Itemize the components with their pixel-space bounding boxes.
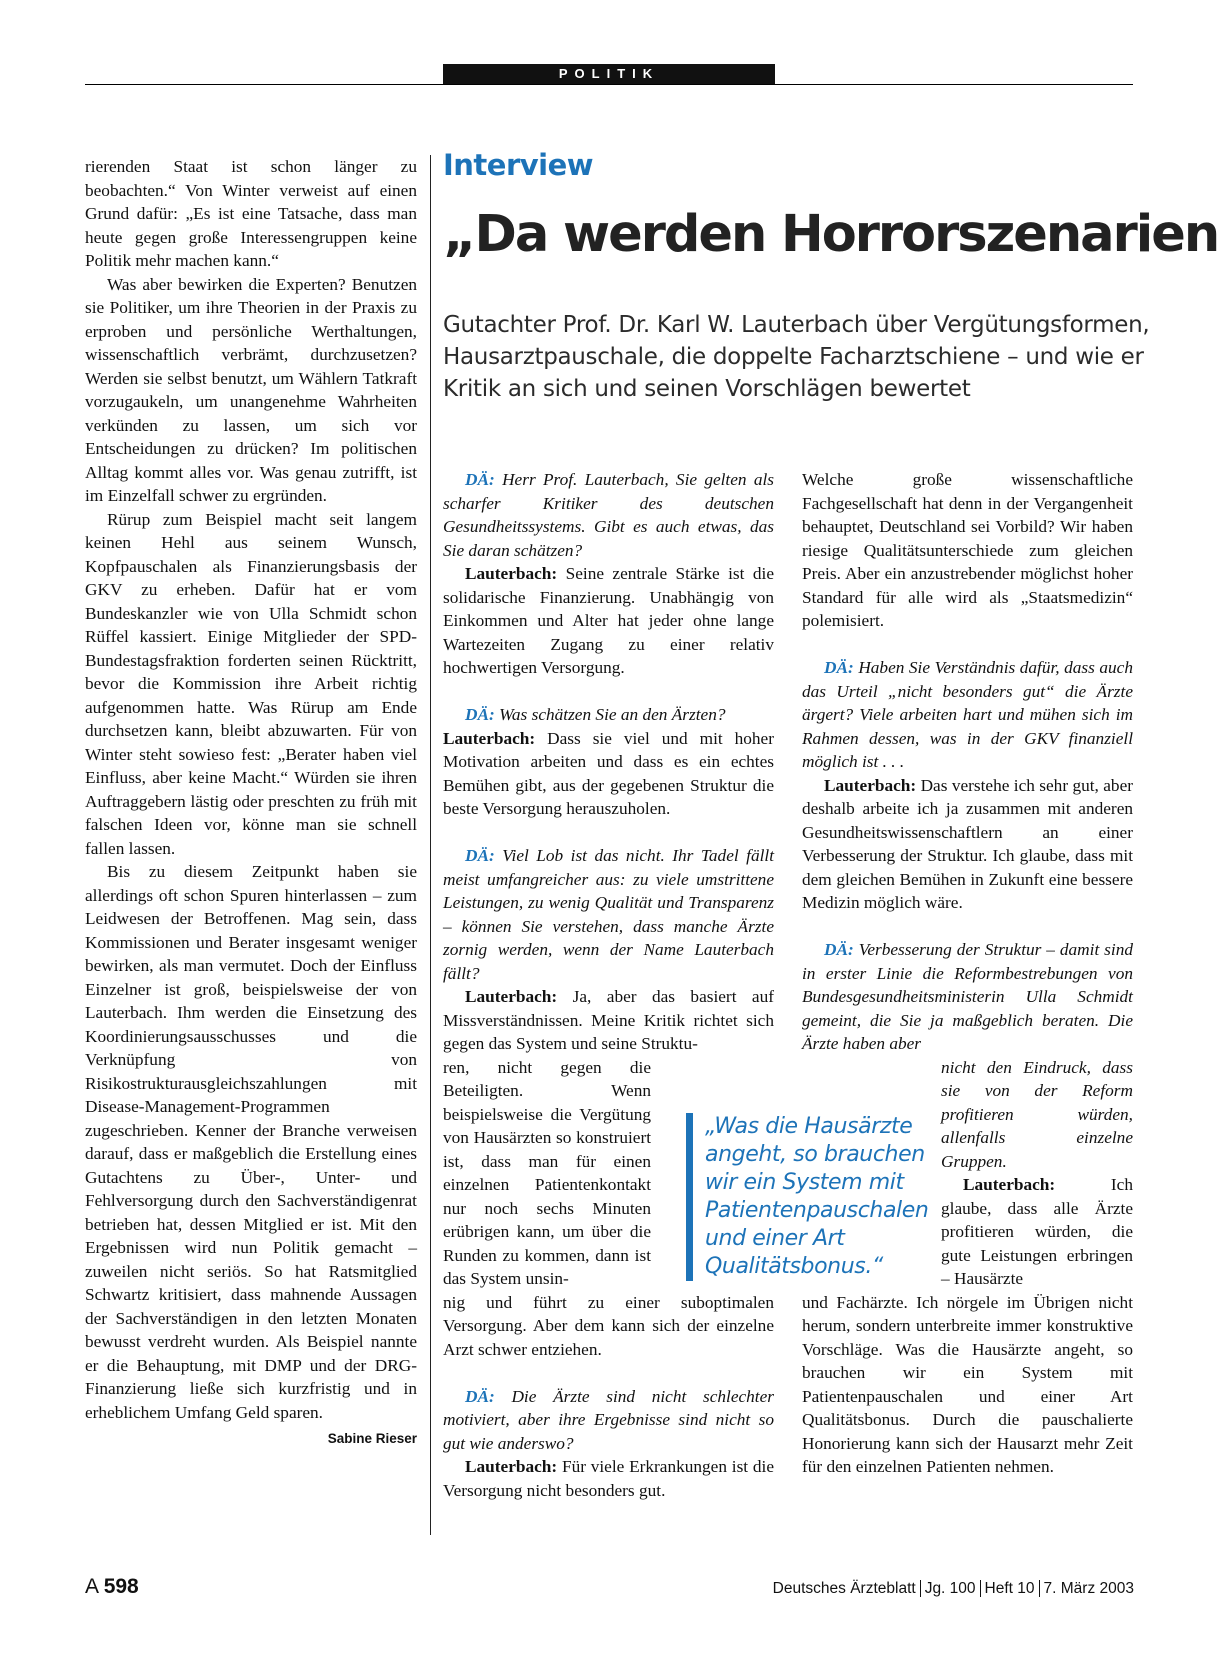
interview-question xyxy=(443,468,774,562)
question-text: Was schätzen Sie an den Ärzten? xyxy=(499,705,726,724)
interview-answer xyxy=(443,985,774,1056)
answer-text: Dass sie viel und mit hoher Motivation arbeiten und dass es ein echtes Bemühen gibt, aus der gegebenen Struktur die beste Versorgung herauszuholen. xyxy=(443,728,774,818)
interview-question xyxy=(443,844,774,985)
answer-text: Für viele Erkrankungen ist die Versorgung nicht besonders gut. xyxy=(443,1457,774,1500)
paragraph: Was aber bewirken die Experten? Benutzen sie Politiker, um ihre Theorien in der Praxis zu erproben und persönliche Werthaltungen, wissenschaftlich verbrämt, durchzusetzen? Werden sie selbst benutzt, um Wählern Tatkraft vorzugaukeln, um unangenehme Wahrheiten verkünden zu lassen, um sich vor Entscheidungen zu drücken? Im politischen Alltag kommt alles vor. Was genau zutrifft, ist im Einzelfall schwer zu ergründen. xyxy=(85,274,417,505)
interview-answer-cont: nig und führt zu einer suboptimalen Versorgung. Aber dem kann sich der einzelne Arzt schwer entziehen. xyxy=(443,1292,774,1359)
article-headline: „Da werden Horrorszenarien xyxy=(443,205,1219,264)
author-signature: Sabine Rieser xyxy=(327,1431,417,1446)
paragraph: Rürup zum Beispiel macht seit langem keinen Hehl aus seinem Wunsch, Kopfpauschalen als Finanzierungsbasis der GKV zu erheben. Dafür hat er vom Bundeskanzler wie von Ulla Schmidt schon Rüffel kassiert. Einige Mitglieder der SPD-Bundestagsfraktion forderten seinen Rücktritt, bevor die Kommission ihre Arbeit richtig aufgenommen hatte. Was Rürup am Ende durchsetzen kann, bleibt abzuwarten. Für von Winter steht sowieso fest: „Berater haben viel Einfluss, aber keine Macht.“ Würden sie ihren Auftraggebern lästig oder preschten zu früh mit falschen Ideen vor, könne man sie schnell fallen lassen. xyxy=(85,509,417,858)
interview-question xyxy=(443,1385,774,1456)
da-label: DÄ: xyxy=(465,470,495,489)
question-text: Herr Prof. Lauterbach, Sie gelten als scharfer Kritiker des deutschen Gesundheitssystems. Gibt es auch etwas, das Sie daran schätzen? xyxy=(443,470,775,560)
question-text: Haben Sie Verständnis dafür, dass auch das Urteil „nicht besonders gut“ die Ärzte ärgert? Viele arbeiten hart und mühen sich im Rahmen dessen, was in der GKV finanziell möglich ist . . . xyxy=(802,658,1133,771)
question-text: Verbesserung der Struktur – damit sind in erster Linie die Reformbestrebungen von Bundesgesundheitsministerin Ulla Schmidt gemeint, die Sie ja maßgeblich beraten. Die Ärzte haben aber xyxy=(802,940,1133,1053)
da-label: DÄ: xyxy=(465,1386,495,1406)
interview-answer-cont: und Fachärzte. Ich nörgele im Übrigen nicht herum, sondern unterbreite immer konstruktive Vorschläge. Was die Hausärzte angeht, so brauchen wir ein System mit Patientenpauschalen und einer Art Qualitätsbonus. Durch die pauschalierte Honorierung kann sich der Hausarzt mehr Zeit für den einzelnen Patienten nehmen. xyxy=(802,1292,1133,1476)
previous-article-column xyxy=(85,155,417,1451)
speaker-label: Lauterbach: xyxy=(824,775,917,795)
journal-info xyxy=(773,1580,1134,1598)
journal-name: Deutsches Ärzteblatt xyxy=(772,1580,916,1597)
question-text: Viel Lob ist das nicht. Ihr Tadel fällt meist umfangreicher aus: zu viele umstrittene Leistungen, zu wenig Qualität und Transparenz – können Sie verstehen, dass manche Ärzte zornig werden, wenn der Name Lauterbach fällt? xyxy=(443,846,774,983)
interview-answer-cont: Welche große wissenschaftliche Fachgesellschaft hat denn in der Vergangenheit behauptet, Deutschland sei Vorbild? Wir haben riesige Qualitätsunterschiede zum gleichen Preis. Aber ein anzustrebender möglichst hoher Standard für alle wird als „Staatsmedizin“ polemisiert. xyxy=(802,470,1133,630)
header-rule xyxy=(85,84,1133,85)
section-rubric: POLITIK xyxy=(443,64,775,84)
answer-text: Seine zentrale Stärke ist die solidarische Finanzierung. Unabhängig von Einkommen und Alter hat jeder ohne lange Wartezeiten Zugang zu einer relativ hochwertigen Versorgung. xyxy=(443,564,774,677)
da-label: DÄ: xyxy=(465,846,495,865)
interview-answer xyxy=(802,774,1133,915)
article-subhead: Gutachter Prof. Dr. Karl W. Lauterbach über Vergütungsformen, Hausarztpauschale, die doppelte Facharztschiene – und wie er Kritik an sich und seinen Vorschlägen bewertet xyxy=(443,312,1150,402)
paragraph: rierenden Staat ist schon länger zu beobachten.“ Von Winter verweist auf einen Grund dafür: „Es ist eine Tatsache, dass man heute gegen große Interessengruppen keine Politik mehr machen kann.“ xyxy=(85,157,417,270)
interview-column-3 xyxy=(802,468,1133,1479)
interview-answer xyxy=(443,727,774,821)
interview-column-2 xyxy=(443,468,774,1502)
da-label: DÄ: xyxy=(824,658,854,677)
interview-answer xyxy=(443,562,774,680)
column-divider xyxy=(430,155,431,1535)
speaker-label: Lauterbach: xyxy=(465,564,558,583)
speaker-label: Lauterbach: xyxy=(465,1457,558,1476)
interview-answer xyxy=(443,1455,774,1502)
interview-answer-narrow: ren, nicht gegen die Beteiligten. Wenn beispielsweise die Vergütung von Hausärzten so konstruiert ist, dass man für einen einzelnen Patientenkontakt nur noch sechs Minuten erübrigen kann, um über die Runden zu kommen, dann ist das System unsin- xyxy=(443,1057,651,1288)
speaker-label: Lauterbach: xyxy=(443,728,536,748)
paragraph xyxy=(85,860,417,1446)
interview-answer-narrow xyxy=(941,1173,1133,1291)
journal-issue: Heft 10 xyxy=(984,1580,1035,1597)
page-number xyxy=(85,1575,139,1599)
speaker-label: Lauterbach: xyxy=(465,987,558,1006)
interview-question-narrow: nicht den Eindruck, dass sie von der Reform profitieren würden, allenfalls einzelne Gruppen. xyxy=(941,1057,1133,1171)
answer-text: Ich glaube, dass alle Ärzte profitieren würden, die gute Leistungen erbringen – Hausärzte xyxy=(941,1175,1133,1288)
paragraph-text: Bis zu diesem Zeitpunkt haben sie allerdings oft schon Spuren hinterlassen – zum Leidwesen der Betroffenen. Mag sein, dass Kommissionen und Berater insgesamt weniger bewirken, als man vermutet. Doch der Einfluss Einzelner ist groß, beispielsweise der von Lauterbach. Ihm werden die Einsetzung des Koordinierungsausschusses und die Verknüpfung von Risikostrukturausgleichszahlungen mit Disease-Management-Programmen zugeschrieben. Kenner der Branche verweisen darauf, dass er maßgeblich die Erstellung eines Gutachtens zu Über-, Unter- und Fehlversorgung durch den Sachverständigenrat betrieben hat, dessen Mitglied er ist. Mit den Ergebnissen wird nun Politik gemacht – zuweilen nicht seriös. So hat Ratsmitglied Schwartz kritisiert, dass mahnende Aussagen der Sachverständigen in den letzten Monaten bewusst verdreht wurden. Als Beispiel nannte er die Behauptung, mit DMP und der DRG-Finanzierung ließe sich kurzfristig und in erheblichem Umfang Geld sparen. xyxy=(85,862,417,1422)
pull-quote: „Was die Hausärzte angeht, so brauchen wir ein System mit Patientenpauschalen und einer Art Qualitätsbonus.“ xyxy=(686,1113,950,1281)
interview-question xyxy=(802,938,1133,1056)
page-number-value: 598 xyxy=(103,1575,139,1598)
da-label: DÄ: xyxy=(824,940,854,959)
journal-date: 7. März 2003 xyxy=(1043,1580,1134,1597)
answer-text: Das verstehe ich sehr gut, aber deshalb arbeite ich ja zusammen mit anderen Gesundheitswissenschaftlern an einer Verbesserung der Struktur. Ich glaube, dass mit dem gleichen Bemühen in Zukunft eine bessere Medizin möglich wäre. xyxy=(802,775,1133,912)
question-text: Die Ärzte sind nicht schlechter motiviert, aber ihre Ergebnisse sind nicht so gut wie anderswo? xyxy=(443,1386,774,1453)
da-label: DÄ: xyxy=(465,705,495,724)
journal-volume: Jg. 100 xyxy=(924,1580,976,1597)
interview-question xyxy=(443,703,774,727)
answer-text: Ja, aber das basiert auf Missverständnissen. Meine Kritik richtet sich gegen das System und seine Struktu- xyxy=(443,987,774,1053)
article-kicker: Interview xyxy=(443,148,594,182)
speaker-label: Lauterbach: xyxy=(963,1175,1056,1194)
interview-question xyxy=(802,656,1133,774)
page-prefix: A xyxy=(85,1575,98,1598)
